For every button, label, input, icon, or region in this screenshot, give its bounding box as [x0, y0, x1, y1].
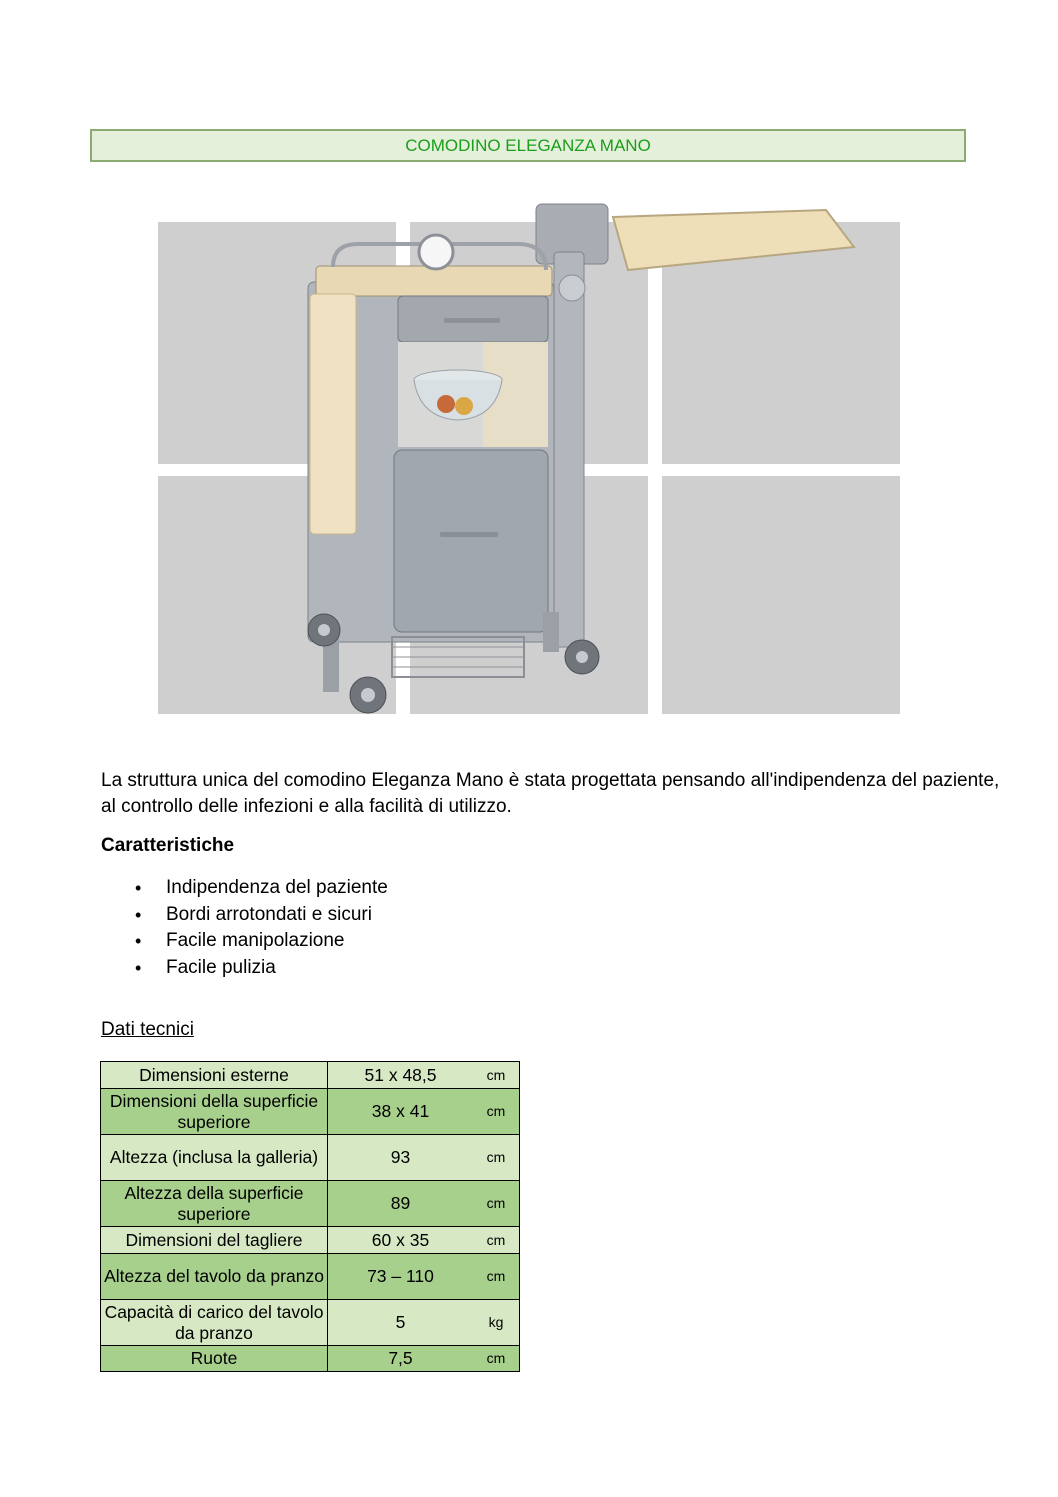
product-photo-bedside-cabinet: [158, 192, 900, 714]
table-row: [101, 1346, 520, 1372]
list-item: • Facile manipolazione: [101, 928, 388, 955]
spec-value: 89: [328, 1181, 474, 1227]
spec-unit: cm: [473, 1254, 520, 1300]
spec-label: Altezza del tavolo da pranzo: [101, 1254, 328, 1300]
spec-label: Altezza (inclusa la galleria): [101, 1135, 328, 1181]
spec-label: Ruote: [101, 1346, 328, 1372]
spec-unit: cm: [473, 1135, 520, 1181]
document-title: COMODINO ELEGANZA MANO: [90, 129, 966, 162]
spec-value: 60 x 35: [328, 1227, 474, 1254]
spec-unit: cm: [473, 1181, 520, 1227]
tech-data-table: [100, 1061, 520, 1372]
spec-unit: cm: [473, 1089, 520, 1135]
table-row: [101, 1300, 520, 1346]
spec-label: Dimensioni della superficie superiore: [101, 1089, 328, 1135]
spec-label: Altezza della superficie superiore: [101, 1181, 328, 1227]
spec-label: Dimensioni del tagliere: [101, 1227, 328, 1254]
spec-value: 73 – 110: [328, 1254, 474, 1300]
features-list: [101, 875, 388, 981]
table-row: [101, 1135, 520, 1181]
table-row: [101, 1062, 520, 1089]
list-item: • Indipendenza del paziente: [101, 875, 388, 902]
spec-unit: cm: [473, 1346, 520, 1372]
spec-unit: cm: [473, 1227, 520, 1254]
list-item: • Bordi arrotondati e sicuri: [101, 902, 388, 929]
spec-value: 38 x 41: [328, 1089, 474, 1135]
spec-value: 93: [328, 1135, 474, 1181]
table-row: [101, 1227, 520, 1254]
spec-label: Capacità di carico del tavolo da pranzo: [101, 1300, 328, 1346]
features-heading: Caratteristiche: [101, 835, 235, 856]
spec-value: 5: [328, 1300, 474, 1346]
tech-data-heading: Dati tecnici: [101, 1019, 194, 1040]
list-item: • Facile pulizia: [101, 955, 388, 982]
intro-paragraph: La struttura unica del comodino Eleganza Mano è stata progettata pensando all'indipendenza del paziente, al controllo delle infezioni e alla facilità di utilizzo.: [101, 770, 1000, 817]
spec-value: 51 x 48,5: [328, 1062, 474, 1089]
spec-value: 7,5: [328, 1346, 474, 1372]
spec-label: Dimensioni esterne: [101, 1062, 328, 1089]
table-row: [101, 1254, 520, 1300]
spec-unit: cm: [473, 1062, 520, 1089]
spec-unit: kg: [473, 1300, 520, 1346]
table-row: [101, 1089, 520, 1135]
table-row: [101, 1181, 520, 1227]
